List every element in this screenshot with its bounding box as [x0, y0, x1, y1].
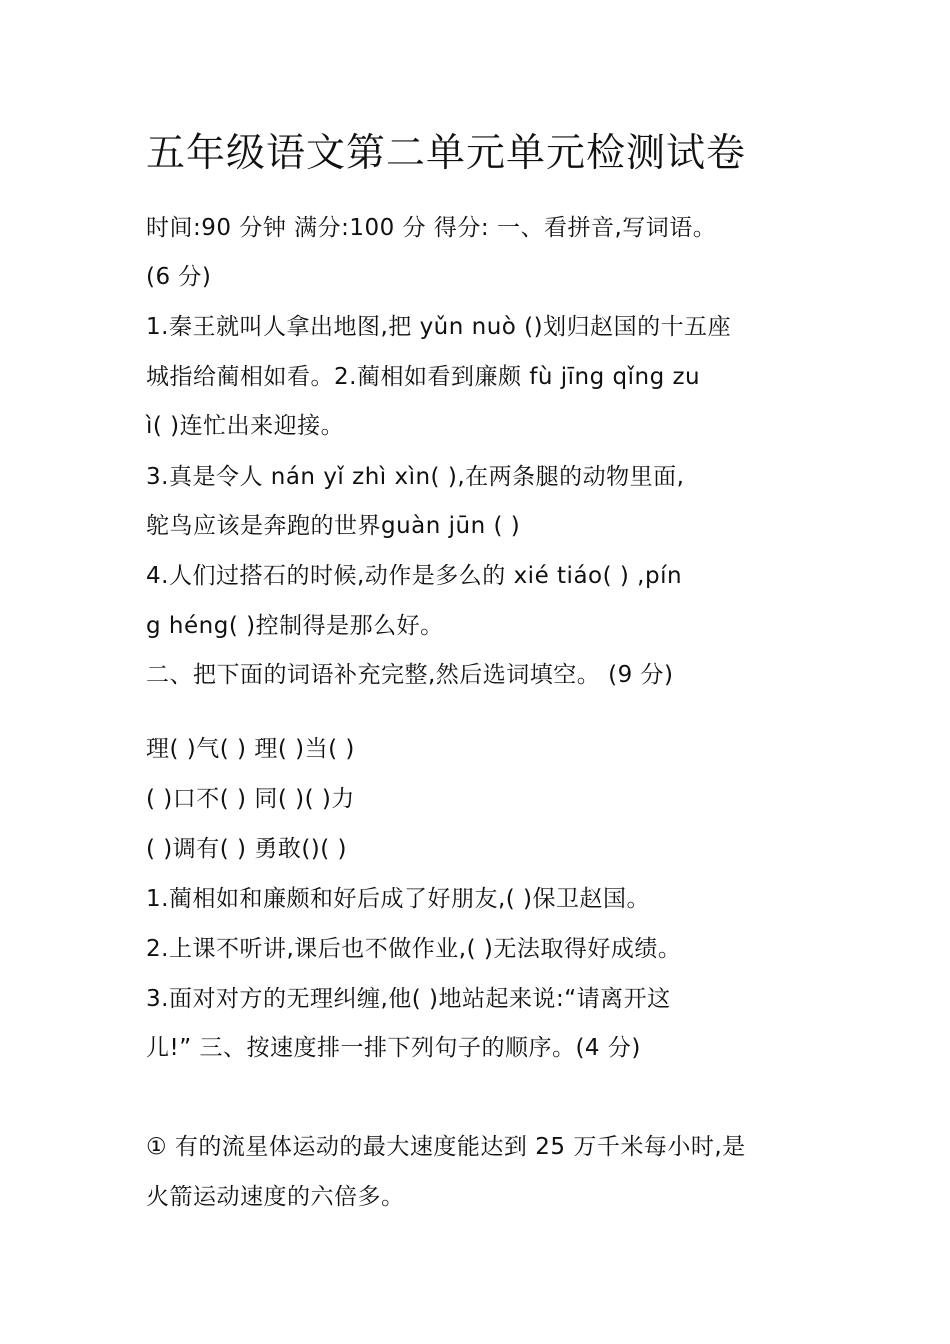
question-3-line-2: 鸵鸟应该是奔跑的世界guàn jūn ( ) [146, 513, 521, 539]
question-4-line-1: 4.人们过搭石的时候,动作是多么的 xié tiáo( ) ,pín [146, 563, 683, 589]
question-4-line-2: g héng( )控制得是那么好。 [146, 613, 444, 639]
section-one-score: (6 分) [146, 264, 212, 290]
sentence-1-line-1: ① 有的流星体运动的最大速度能达到 25 万千米每小时,是 [146, 1134, 746, 1160]
idiom-row-3: ( )调有( ) 勇敢()( ) [146, 836, 348, 862]
exam-info-line: 时间:90 分钟 满分:100 分 得分: 一、看拼音,写词语。 [146, 215, 717, 241]
fill-blank-3-line-1: 3.面对对方的无理纠缠,他( )地站起来说:“请离开这 [146, 986, 671, 1012]
sentence-1-line-2: 火箭运动速度的六倍多。 [146, 1184, 405, 1210]
question-1-line-2: 城指给蔺相如看。2.蔺相如看到廉颇 fù jīng qǐng zu [146, 364, 701, 390]
question-1-line-1: 1.秦王就叫人拿出地图,把 yǔn nuò ()划归赵国的十五座 [146, 314, 732, 340]
section-three-heading: 儿!” 三、按速度排一排下列句子的顺序。(4 分) [146, 1035, 641, 1061]
page-title: 五年级语文第二单元单元检测试卷 [146, 131, 747, 176]
question-3-line-1: 3.真是令人 nán yǐ zhì xìn( ),在两条腿的动物里面, [146, 464, 685, 490]
section-two-heading: 二、把下面的词语补充完整,然后选词填空。 (9 分) [146, 662, 674, 688]
fill-blank-2: 2.上课不听讲,课后也不做作业,( )无法取得好成绩。 [146, 936, 682, 962]
idiom-row-1: 理( )气( ) 理( )当( ) [146, 736, 355, 762]
question-2-line-2: ì( )连忙出来迎接。 [146, 413, 345, 439]
fill-blank-1: 1.蔺相如和廉颇和好后成了好朋友,( )保卫赵国。 [146, 886, 651, 912]
idiom-row-2: ( )口不( ) 同( )( )力 [146, 786, 355, 812]
